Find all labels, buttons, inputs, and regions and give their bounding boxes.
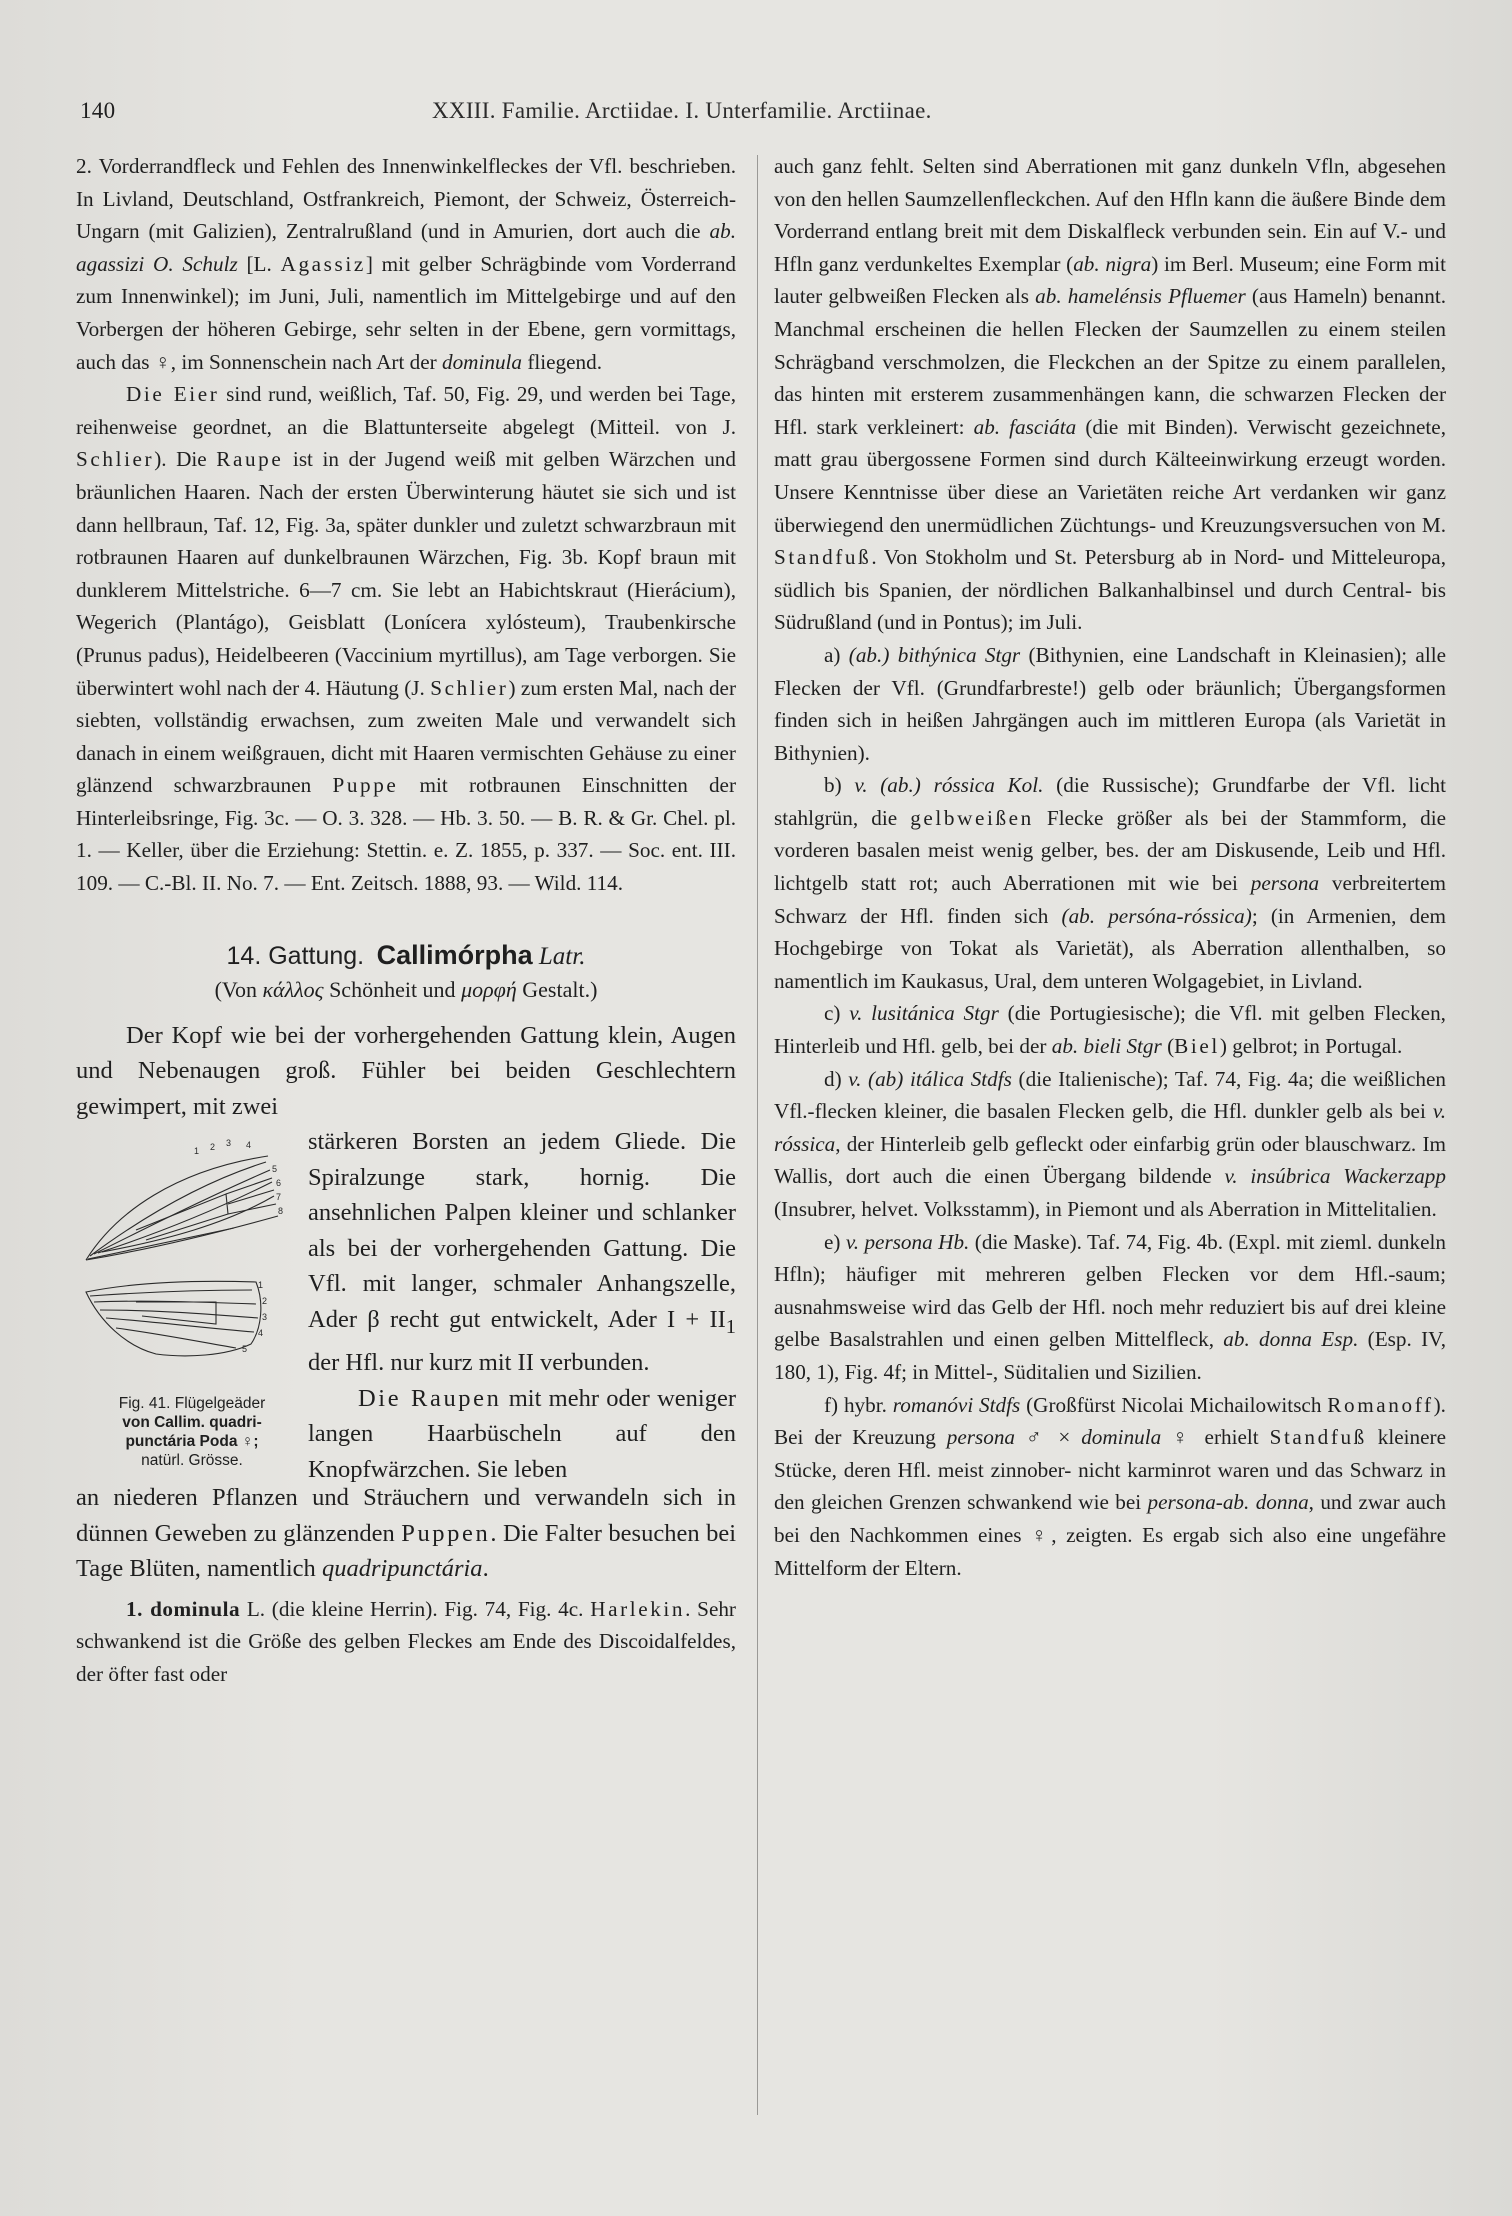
paragraph-bithynica: a) (ab.) bithýnica Stgr (Bithynien, eine Landschaft in Kleinasien); alle Flecken der Vfl. (Grundfarbreste!) gelb oder bräunlich; Übergangsformen finden sich in heißen Jahrgängen auch im mittleren Europa (als Varietät in Bithynien).	[774, 642, 1446, 765]
svg-text:6: 6	[276, 1178, 282, 1189]
genus-heading: 14. Gattung. Callimórpha Latr.	[226, 939, 586, 970]
svg-text:5: 5	[242, 1344, 248, 1355]
paragraph-italica: d) v. (ab) itálica Stdfs (die Italienische); Taf. 74, Fig. 4a; die weißlichen Vfl.-flecken kleiner, die basalen Flecken gelb, die Hfl. dunkler gelb als bei v. róssica, der Hinterleib gelb gefleckt oder einfarbig grün oder blauschwarz. Im Wallis, dort auch die einen Übergang bildende v. insúbrica Wackerzapp (Insubrer, helvet. Volksstamm), in Piemont und als Aberration in Mittelitalien.	[774, 1066, 1447, 1221]
svg-text:1: 1	[258, 1280, 264, 1291]
paragraph-genus-description: Der Kopf wie bei der vorhergehenden Gattung klein, Augen und Nebenaugen groß. Fühler bei beiden Geschlechtern gewimpert, mit zwei	[76, 1021, 736, 1120]
column-divider	[757, 155, 758, 2115]
svg-text:3: 3	[262, 1312, 268, 1323]
page-number: 140	[80, 98, 116, 123]
right-column	[774, 150, 1446, 1584]
figure-side-text: stärkeren Borsten an jedem Gliede. Die Spiralzunge stark, hornig. Die ansehnlichen Palpen kleiner und schlanker als bei der vorhergehenden Gattung. Die Vfl. mit langer, schmaler Anhangszelle, Ader β recht gut entwickelt, Ader $I + II_1$ der Hfl. nur kurz mit II verbunden. Die Raupen mit mehr oder weniger langen Haarbüscheln auf den Knopfwärzchen. Sie leben	[308, 1128, 736, 1483]
svg-text:1: 1	[194, 1146, 200, 1157]
paragraph-distribution: 2. Vorderrandfleck und Fehlen des Innenwinkelfleckes der Vfl. beschrieben. In Livland, Deutschland, Ostfrankreich, Piemont, der Schweiz, Österreich-Ungarn (mit Galizien), Zentralrußland (und in Amurien, dort auch die ab. agassizi O. Schulz [L. Agassiz] mit gelber Schrägbinde vom Vorderrand zum Innenwinkel); im Juni, Juli, namentlich im Mittelgebirge und auf den Vorbergen der höheren Gebirge, sehr selten in der Ebene, gern vormittags, auch das ♀, im Sonnenschein nach Art der dominula fliegend.	[76, 154, 737, 374]
paragraph-aberrations: auch ganz fehlt. Selten sind Aberrationen mit ganz dunkeln Vfln, abgesehen von den hellen Saumzellenfleckchen. Auf den Hfln kann die äußere Binde dem Vorderrand entlang breit mit dem Diskalfleck verbunden sein. Ein auf V.- und Hfln ganz verdunkeltes Exemplar (ab. nigra) im Berl. Museum; eine Form mit lauter gelbweißen Flecken als ab. hamelénsis Pfluemer (aus Hameln) benannt. Manchmal erscheinen die hellen Flecken der Saumzellen zu einem steilen Schrägband verschmolzen, die Fleckchen an der Spitze zu einem parallelen, das hinten mit ersterem zusammenhängen kann, die schwarzen Flecken der Hfl. stark verkleinert: ab. fasciáta (die mit Binden). Verwischt gezeichnete, matt grau übergossene Formen sind durch Kälteeinwirkung erzeugt worden. Unsere Kenntnisse über diese an Varietäten reiche Art verdanken wir ganz überwiegend den unermüdlichen Züchtungs- und Kreuzungsversuchen von M. Standfuß. Von Stokholm und St. Petersburg ab in Nord- und Mitteleuropa, südlich bis Spanien, der nördlichen Balkanhalbinsel und durch Central- bis Südrußland (und in Pontus); im Juli.	[774, 154, 1447, 635]
genus-etymology: (Von κάλλος Schönheit und μορφή Gestalt.)	[214, 976, 598, 1002]
left-column	[76, 150, 736, 1690]
page-header	[80, 98, 1450, 132]
svg-text:7: 7	[276, 1192, 282, 1203]
paragraph-rossica: b) v. (ab.) róssica Kol. (die Russische); Grundfarbe der Vfl. licht stahlgrün, die gelbweißen Flecke größer als bei der Stammform, die vorderen basalen meist wenig gelber, bes. der am Diskusende, Leib und Hfl. lichtgelb statt rot; auch Aberrationen mit wie bei persona verbreitertem Schwarz der Hfl. finden sich (ab. persóna-róssica); (in Armenien, dem Hochgebirge von Tokat als Varietät), als Aberration allenthalben, so namentlich im Kaukasus, Ural, dem unteren Wolgagebiet, in Livland.	[774, 773, 1446, 993]
svg-text:8: 8	[278, 1206, 284, 1217]
paragraph-lusitanica: c) v. lusitánica Stgr (die Portugiesische); die Vfl. mit gelben Flecken, Hinterleib und Hfl. gelb, bei der ab. bieli Stgr (Biel) gelbrot; in Portugal.	[774, 1001, 1446, 1059]
svg-text:2: 2	[262, 1296, 268, 1307]
figure-block	[76, 1124, 736, 1483]
svg-text:2: 2	[210, 1142, 216, 1153]
svg-text:5: 5	[272, 1164, 278, 1175]
svg-text:3: 3	[226, 1138, 232, 1149]
paragraph-eggs-larva: Die Eier sind rund, weißlich, Taf. 50, Fig. 29, und werden bei Tage, reihenweise geordnet, an die Blattunterseite abgelegt (Mitteil. von J. Schlier). Die Raupe ist in der Jugend weiß mit gelben Wärzchen und bräunlichen Haaren. Nach der ersten Überwinterung häutet sie sich und ist dann hellbraun, Taf. 12, Fig. 3a, später dunkler und zuletzt schwarzbraun mit rotbraunen Haaren auf dunkelbraunen Wärzchen, Fig. 3b. Kopf braun mit dunklerem Mittelstriche. 6—7 cm. Sie lebt an Habichtskraut (Hierácium), Wegerich (Plantágo), Geisblatt (Lonícera xylósteum), Traubenkirsche (Prunus padus), Heidelbeeren (Vaccinium myrtillus), am Tage verborgen. Sie überwintert wohl nach der 4. Häutung (J. Schlier) zum ersten Mal, nach der siebten, vollständig erwachsen, zum zweiten Male und verwandelt sich danach in einem weißgrauen, dicht mit Haaren vermischten Gehäuse zu einer glänzend schwarzbraunen Puppe mit rotbraunen Einschnitten der Hinterleibsringe, Fig. 3c. — O. 3. 328. — Hb. 3. 50. — B. R. & Gr. Chel. pl. 1. — Keller, über die Erziehung: Stettin. e. Z. 1855, p. 337. — Soc. ent. III. 109. — C.-Bl. II. No. 7. — Ent. Zeitsch. 1888, 93. — Wild. 114.	[76, 382, 737, 896]
svg-text:4: 4	[246, 1140, 252, 1151]
paragraph-persona: e) v. persona Hb. (die Maske). Taf. 74, Fig. 4b. (Expl. mit zieml. dunkeln Hfln); häufiger mit mehreren gelben Flecken vor dem Hfl.-saum; ausnahmsweise wird das Gelb der Hfl. noch mehr reduziert bis auf drei kleine gelbe Basalstrahlen und einen gelben Mittelfleck, ab. donna Esp. (Esp. IV, 180, 1), Fig. 4f; in Mittel-, Süditalien und Sizilien.	[774, 1229, 1446, 1384]
wing-venation-figure	[76, 1132, 291, 1374]
paragraph-larva-habits: an niederen Pflanzen und Sträuchern und verwandeln sich in dünnen Geweben zu glänzenden Puppen. Die Falter besuchen bei Tage Blüten, namentlich quadripunctária.	[76, 1484, 736, 1583]
svg-text:4: 4	[258, 1328, 264, 1339]
paragraph-romanovi: f) hybr. romanóvi Stdfs (Großfürst Nicolai Michailowitsch Romanoff). Bei der Kreuzung persona ♂ × dominula ♀ erhielt Standfuß kleinere Stücke, deren Hfl. meist zinnober- nicht karminrot waren und das Schwarz in den gleichen Grenzen schwankend wie bei persona-ab. donna, und zwar auch bei den Nachkommen eines ♀, zeigten. Es ergab sich also eine ungefähre Mittelform der Eltern.	[774, 1392, 1447, 1580]
running-title: XXIII. Familie. Arctiidae. I. Unterfamilie. Arctiinae.	[432, 98, 932, 123]
figure-caption: Fig. 41. Flügelgeäder von Callim. quadri- punctária Poda ♀; natürl. Grösse.	[118, 1395, 266, 1470]
paragraph-species-dominula: 1. dominula L. (die kleine Herrin). Fig. 74, Fig. 4c. Harlekin. Sehr schwankend ist die Größe des gelben Fleckes am Ende des Discoidalfeldes, der öfter fast oder	[76, 1596, 736, 1686]
